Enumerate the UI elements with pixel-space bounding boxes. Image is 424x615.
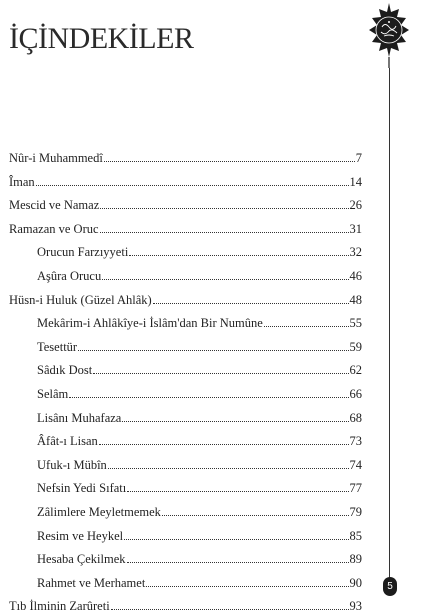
toc-entry-title: Hüsn-i Huluk (Güzel Ahlâk) <box>9 292 152 307</box>
toc-entry[interactable] <box>37 550 362 568</box>
dot-leader <box>108 467 349 469</box>
toc-entry-page: 32 <box>349 245 362 260</box>
dot-leader <box>100 231 349 233</box>
toc-entry[interactable] <box>9 173 362 191</box>
dot-leader <box>122 420 348 422</box>
toc-entry[interactable] <box>37 432 362 450</box>
toc-entry-title: Îman <box>9 174 35 189</box>
dot-leader <box>99 443 349 445</box>
dot-leader <box>162 514 349 516</box>
toc-entry-title: Nefsin Yedi Sıfatı <box>37 481 127 496</box>
toc-entry[interactable] <box>9 220 362 238</box>
toc-entry[interactable] <box>37 385 362 403</box>
dot-leader <box>124 538 348 540</box>
toc-entry-page: 55 <box>349 316 362 331</box>
toc-entry-title: Lisânı Muhafaza <box>37 410 122 425</box>
toc-entry-title: Sâdık Dost <box>37 363 93 378</box>
toc-entry[interactable] <box>37 479 362 497</box>
dot-leader <box>264 325 349 327</box>
toc-entry[interactable] <box>37 456 362 474</box>
toc-entry-title: Mekârim-i Ahlâkîye-i İslâm'dan Bir Numûne <box>37 316 263 331</box>
toc-entry[interactable] <box>37 338 362 356</box>
toc-entry-page: 46 <box>349 269 362 283</box>
dot-leader <box>78 349 348 351</box>
toc-entry-page: 68 <box>349 410 362 425</box>
toc-entry[interactable] <box>9 291 362 309</box>
toc-entry[interactable] <box>37 243 362 261</box>
toc-entry[interactable] <box>9 597 362 615</box>
toc-entry-page: 14 <box>349 174 362 189</box>
toc-entry-title: Zâlimlere Meyletmemek <box>37 505 161 519</box>
toc-entry[interactable] <box>37 267 362 285</box>
dot-leader <box>129 254 348 256</box>
toc-entry-title: Resim ve Heykel <box>37 528 124 543</box>
toc-entry-page: 73 <box>349 434 362 449</box>
toc-entry[interactable] <box>37 361 362 379</box>
vertical-rule <box>389 68 390 584</box>
toc-entry-page: 93 <box>349 599 362 614</box>
dot-leader <box>104 160 355 162</box>
toc-entry[interactable] <box>37 527 362 545</box>
toc-entry[interactable] <box>9 149 362 167</box>
toc-entry-title: Ramazan ve Oruc <box>9 221 99 236</box>
toc-entry-page: 85 <box>349 528 362 543</box>
toc-entry-page: 62 <box>349 363 362 378</box>
page-title: İÇİNDEKİLER <box>9 22 194 56</box>
toc-entry-page: 48 <box>349 292 362 307</box>
toc-entry[interactable] <box>37 574 362 592</box>
toc-entry-title: Ufuk-ı Mübîn <box>37 457 107 472</box>
toc-entry-title: Rahmet ve Merhamet <box>37 575 146 590</box>
calligraphy-medallion-icon <box>364 0 414 70</box>
dot-leader <box>111 608 349 610</box>
toc-entry[interactable] <box>37 503 362 521</box>
toc-entry-page: 59 <box>349 339 362 354</box>
toc-entry-page: 7 <box>355 151 362 165</box>
dot-leader <box>100 207 348 209</box>
dot-leader <box>69 396 348 398</box>
dot-leader <box>93 372 348 374</box>
toc-entry-title: Âfât-ı Lisan <box>37 434 98 449</box>
toc-entry-title: Selâm <box>37 387 69 401</box>
dot-leader <box>102 278 348 280</box>
toc-entry-page: 79 <box>349 505 362 519</box>
toc-entry-page: 90 <box>349 575 362 590</box>
toc-entry[interactable] <box>37 314 362 332</box>
dot-leader <box>153 302 349 304</box>
toc-entry-page: 89 <box>349 552 362 567</box>
toc-entry-title: Hesaba Çekilmek <box>37 552 126 567</box>
dot-leader <box>146 585 348 587</box>
toc-entry-title: Orucun Farzıyyeti <box>37 245 129 260</box>
toc-entry-page: 74 <box>349 457 362 472</box>
toc-entry[interactable] <box>37 409 362 427</box>
dot-leader <box>127 490 348 492</box>
dot-leader <box>127 561 349 563</box>
dot-leader <box>36 184 349 186</box>
toc-entry[interactable] <box>9 196 362 214</box>
toc-entry-title: Tesettür <box>37 339 78 354</box>
page-number-badge: 5 <box>383 577 397 596</box>
toc-entry-title: Mescid ve Namaz <box>9 198 100 213</box>
toc-entry-page: 77 <box>349 481 362 496</box>
toc-entry-page: 26 <box>349 198 362 213</box>
toc-entry-title: Nûr-i Muhammedî <box>9 151 103 165</box>
toc-entry-title: Aşûra Orucu <box>37 269 102 283</box>
toc-entry-page: 31 <box>349 221 362 236</box>
toc-entry-title: Tıb İlminin Zarûreti <box>9 599 110 614</box>
toc-entry-page: 66 <box>349 387 362 401</box>
